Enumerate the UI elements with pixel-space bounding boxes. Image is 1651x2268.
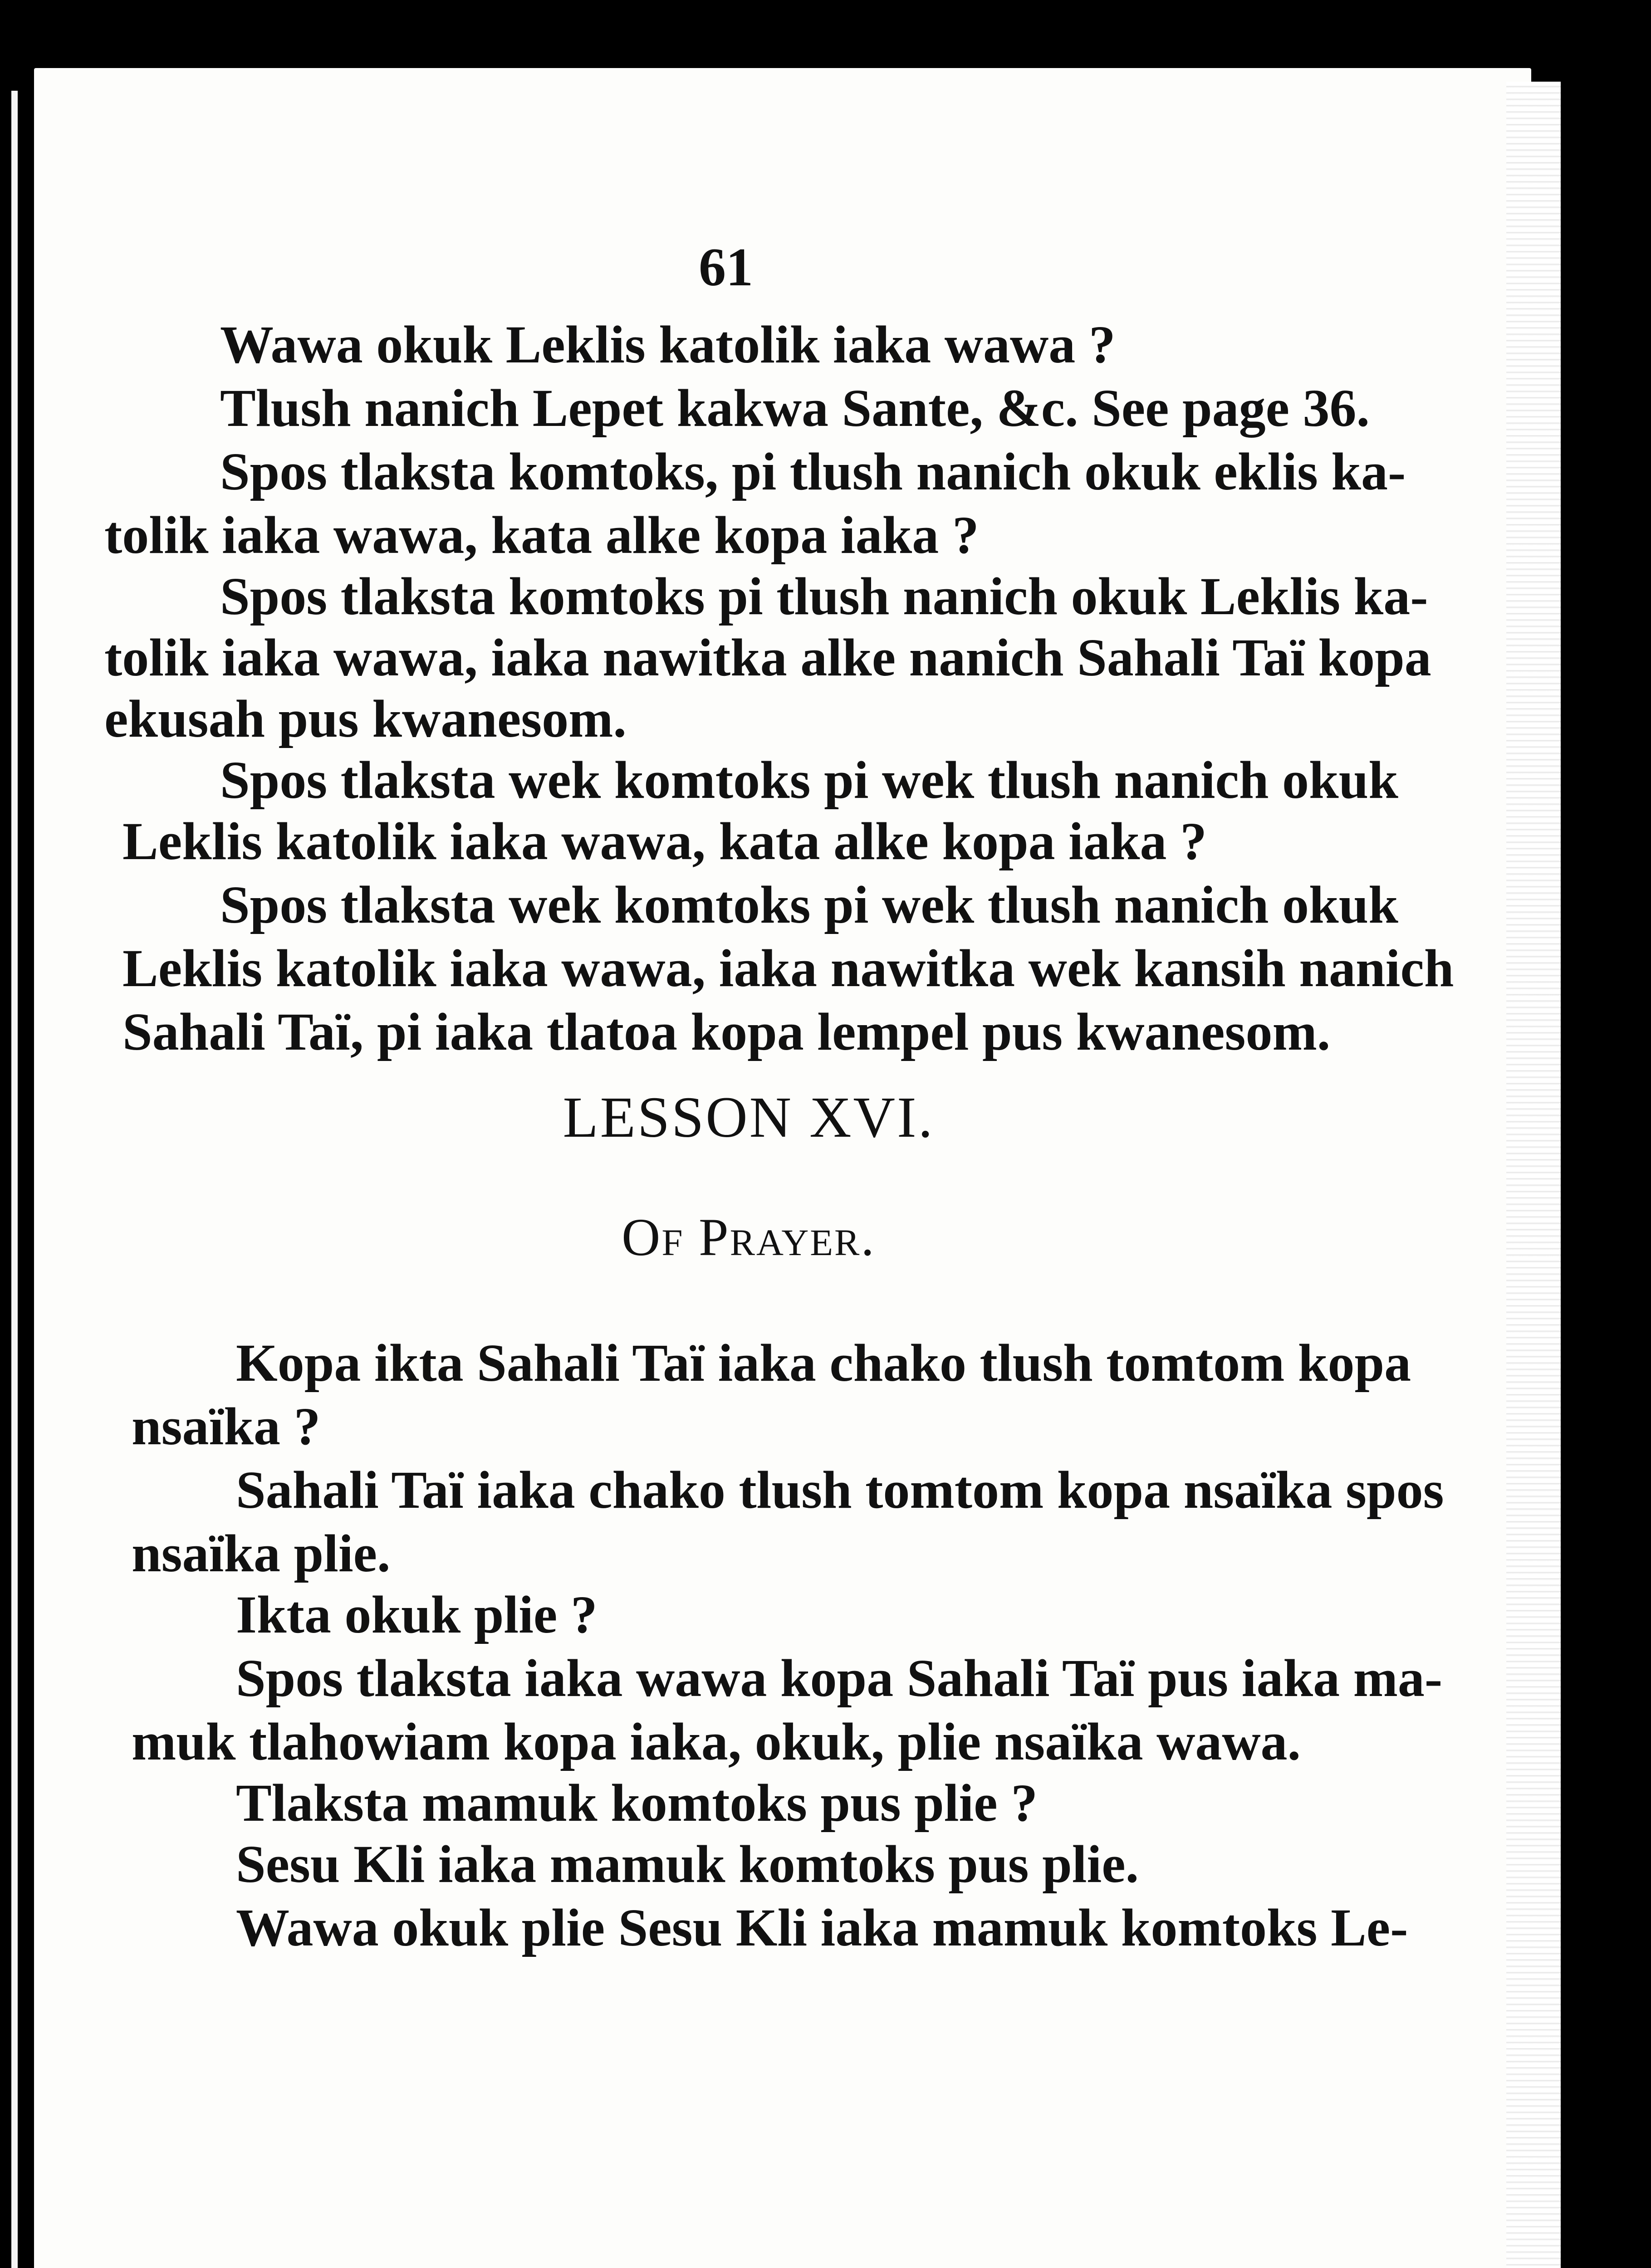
lesson-subheading: Of Prayer. <box>622 1207 876 1267</box>
text-line: Spos tlaksta wek komtoks pi wek tlush nanich okuk <box>220 750 1398 810</box>
page-number: 61 <box>699 237 753 297</box>
text-line: tolik iaka wawa, iaka nawitka alke nanich Sahali Taï kopa <box>104 628 1431 687</box>
text-line: tolik iaka wawa, kata alke kopa iaka ? <box>104 505 979 565</box>
text-line: ekusah pus kwanesom. <box>104 689 627 748</box>
text-line: Wawa okuk Leklis katolik iaka wawa ? <box>220 315 1116 374</box>
text-line: Leklis katolik iaka wawa, kata alke kopa iaka ? <box>122 811 1207 871</box>
text-line: Leklis katolik iaka wawa, iaka nawitka wek kansih nanich <box>122 938 1454 998</box>
page-stack-edge <box>1506 82 1561 2268</box>
text-line: Spos tlaksta wek komtoks pi wek tlush nanich okuk <box>220 875 1398 934</box>
text-line: Sahali Taï, pi iaka tlatoa kopa lempel pus kwanesom. <box>122 1002 1331 1061</box>
text-line: Ikta okuk plie ? <box>236 1585 598 1644</box>
lesson-heading: LESSON XVI. <box>563 1085 935 1149</box>
text-line: Tlush nanich Lepet kakwa Sante, &c. See page 36. <box>220 378 1370 438</box>
text-line: Sesu Kli iaka mamuk komtoks pus plie. <box>236 1834 1139 1894</box>
text-line: nsaïka plie. <box>132 1524 391 1583</box>
text-line: muk tlahowiam kopa iaka, okuk, plie nsaïka wawa. <box>132 1712 1301 1771</box>
text-line: Spos tlaksta komtoks, pi tlush nanich okuk eklis ka- <box>220 442 1406 501</box>
text-line: nsaïka ? <box>132 1397 321 1456</box>
text-line: Tlaksta mamuk komtoks pus plie ? <box>236 1773 1038 1833</box>
text-line: Spos tlaksta komtoks pi tlush nanich okuk Leklis ka- <box>220 567 1428 626</box>
text-line: Wawa okuk plie Sesu Kli iaka mamuk komtoks Le- <box>236 1898 1408 1957</box>
text-line: Sahali Taï iaka chako tlush tomtom kopa nsaïka spos <box>236 1460 1444 1520</box>
text-line: Kopa ikta Sahali Taï iaka chako tlush tomtom kopa <box>236 1333 1411 1393</box>
text-line: Spos tlaksta iaka wawa kopa Sahali Taï pus iaka ma- <box>236 1648 1443 1708</box>
binding-edge <box>11 91 18 2268</box>
